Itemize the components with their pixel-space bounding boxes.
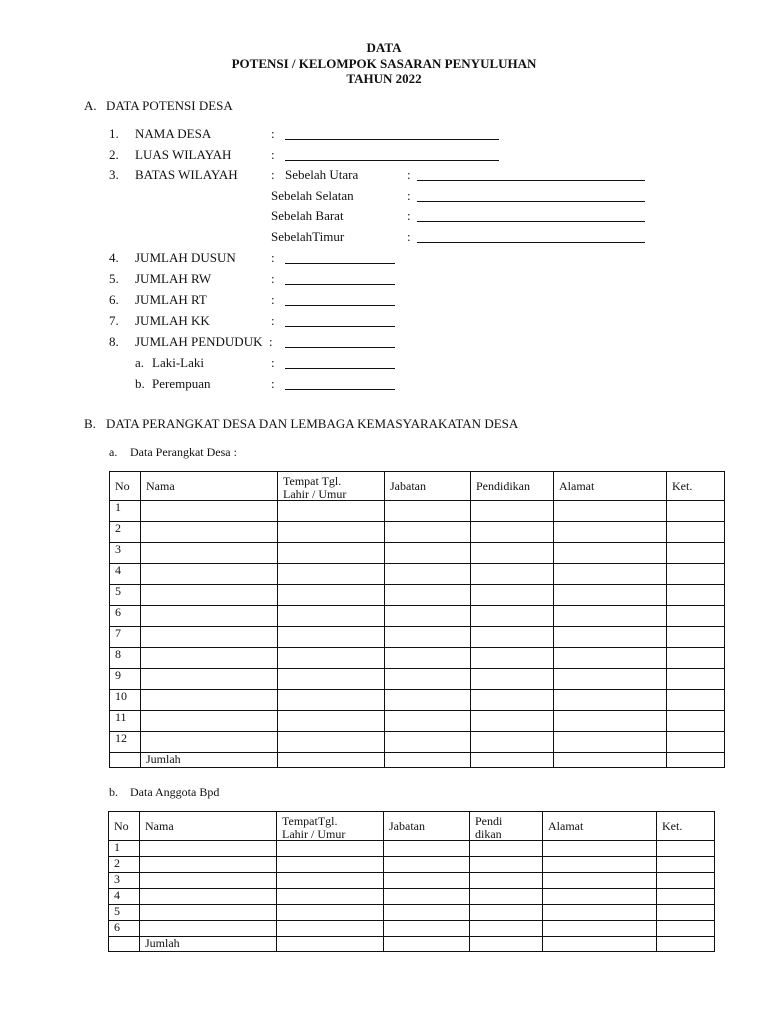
table-row	[110, 627, 725, 648]
table-cell[interactable]	[384, 937, 470, 952]
batas-utara-label: Sebelah Utara	[285, 167, 359, 182]
luas-wilayah-field[interactable]	[285, 160, 499, 161]
batas-utara-field[interactable]	[417, 180, 645, 181]
table-cell[interactable]	[385, 606, 471, 627]
table-cell[interactable]	[471, 585, 554, 606]
table-cell[interactable]	[667, 543, 725, 564]
table-cell[interactable]	[543, 937, 657, 952]
table-cell[interactable]	[278, 648, 385, 669]
total-label: Jumlah	[140, 937, 277, 952]
table-cell[interactable]	[554, 501, 667, 522]
row-number: 7	[110, 627, 141, 648]
header-jabatan: Jabatan	[384, 812, 470, 841]
table-cell[interactable]	[471, 711, 554, 732]
anggota-bpd-table	[108, 811, 715, 952]
table-cell[interactable]	[657, 889, 715, 905]
table-cell[interactable]	[471, 627, 554, 648]
section-a-title: DATA POTENSI DESA	[106, 98, 233, 113]
table-cell[interactable]	[277, 921, 384, 937]
row-number: 11	[110, 711, 141, 732]
colon: :	[271, 355, 275, 370]
colon: :	[271, 271, 275, 286]
table-cell[interactable]	[657, 841, 715, 857]
header-tempat-tgl-line2: Lahir / Umur	[283, 486, 347, 501]
table-cell[interactable]	[384, 921, 470, 937]
table-cell[interactable]	[657, 857, 715, 873]
header-tempat-tgl-line1: TempatTgl.	[282, 814, 338, 828]
table-cell[interactable]	[385, 543, 471, 564]
row-number: 8	[110, 648, 141, 669]
table-cell[interactable]	[667, 606, 725, 627]
item-number: 8.	[109, 334, 119, 349]
table-row	[110, 711, 725, 732]
table-cell[interactable]	[543, 841, 657, 857]
row-number: 1	[109, 841, 140, 857]
table-cell[interactable]	[278, 543, 385, 564]
header-nama: Nama	[140, 812, 277, 841]
jumlah-penduduk-field[interactable]	[285, 347, 395, 348]
table-cell[interactable]	[277, 905, 384, 921]
header-no: No	[110, 472, 141, 501]
table-cell[interactable]	[554, 543, 667, 564]
section-b-title: DATA PERANGKAT DESA DAN LEMBAGA KEMASYARAKATAN DESA	[106, 416, 519, 431]
colon: :	[271, 147, 275, 162]
colon: :	[271, 292, 275, 307]
table-cell[interactable]	[471, 522, 554, 543]
table-cell[interactable]	[278, 585, 385, 606]
item-number: 2.	[109, 147, 119, 162]
table-cell[interactable]	[141, 732, 278, 753]
table-cell[interactable]	[385, 669, 471, 690]
table-cell[interactable]	[667, 690, 725, 711]
table-cell[interactable]	[554, 711, 667, 732]
section-a-letter: A.	[84, 98, 97, 113]
row-number: 1	[110, 501, 141, 522]
table-row	[109, 921, 715, 937]
item-label-jumlah-penduduk: JUMLAH PENDUDUK	[135, 334, 263, 349]
colon: :	[407, 167, 411, 182]
table-cell[interactable]	[278, 753, 385, 768]
table-cell[interactable]	[277, 873, 384, 889]
table-cell[interactable]	[141, 690, 278, 711]
colon: :	[271, 250, 275, 265]
table-cell[interactable]	[470, 889, 543, 905]
row-number: 4	[109, 889, 140, 905]
table-cell[interactable]	[385, 564, 471, 585]
table-cell[interactable]	[667, 501, 725, 522]
table-cell[interactable]	[470, 857, 543, 873]
table-cell[interactable]	[554, 627, 667, 648]
row-number: 5	[109, 905, 140, 921]
document-subtitle: POTENSI / KELOMPOK SASARAN PENYULUHAN	[231, 56, 537, 71]
table-cell[interactable]	[384, 841, 470, 857]
header-tempat-tgl	[278, 472, 385, 501]
item-number: 1.	[109, 126, 119, 141]
table-cell[interactable]	[471, 648, 554, 669]
table-row	[110, 501, 725, 522]
table-cell[interactable]	[554, 585, 667, 606]
table-row	[110, 669, 725, 690]
table-cell[interactable]	[140, 905, 277, 921]
row-number: 3	[110, 543, 141, 564]
table-cell[interactable]	[657, 905, 715, 921]
table-row	[109, 841, 715, 857]
row-number: 2	[110, 522, 141, 543]
table-cell[interactable]	[470, 905, 543, 921]
table-cell[interactable]	[140, 889, 277, 905]
table-cell[interactable]	[385, 585, 471, 606]
table-cell	[109, 937, 140, 952]
table-cell[interactable]	[667, 711, 725, 732]
row-number: 9	[110, 669, 141, 690]
jumlah-rt-field[interactable]	[285, 305, 395, 306]
table-row	[109, 889, 715, 905]
table-cell[interactable]	[667, 753, 725, 768]
table-cell[interactable]	[554, 564, 667, 585]
table1-caption: Data Perangkat Desa :	[130, 445, 237, 459]
table-cell[interactable]	[667, 585, 725, 606]
table-cell[interactable]	[384, 905, 470, 921]
table-row	[110, 732, 725, 753]
table-cell[interactable]	[278, 501, 385, 522]
header-tempat-tgl-line1: Tempat Tgl.	[283, 474, 342, 488]
header-alamat: Alamat	[554, 472, 667, 501]
table-total-row	[110, 753, 725, 768]
colon: :	[271, 126, 275, 141]
table-cell[interactable]	[278, 564, 385, 585]
table-row	[110, 690, 725, 711]
table-cell[interactable]	[141, 564, 278, 585]
header-ket: Ket.	[657, 812, 715, 841]
table-cell[interactable]	[277, 889, 384, 905]
table-cell[interactable]	[543, 921, 657, 937]
item-label-jumlah-rt: JUMLAH RT	[135, 292, 207, 307]
total-label: Jumlah	[141, 753, 278, 768]
item-label-jumlah-kk: JUMLAH KK	[135, 313, 210, 328]
table-cell[interactable]	[141, 648, 278, 669]
table-cell[interactable]	[471, 732, 554, 753]
table-cell[interactable]	[543, 905, 657, 921]
table1-caption-number: a.	[109, 445, 118, 459]
item-number: 7.	[109, 313, 119, 328]
table-cell[interactable]	[278, 732, 385, 753]
header-tempat-tgl	[277, 812, 384, 841]
table-cell[interactable]	[554, 732, 667, 753]
table-row	[109, 857, 715, 873]
table-cell[interactable]	[141, 606, 278, 627]
jumlah-dusun-field[interactable]	[285, 263, 395, 264]
table-cell[interactable]	[470, 841, 543, 857]
table-row	[110, 522, 725, 543]
section-b-letter: B.	[84, 416, 96, 431]
row-number: 6	[110, 606, 141, 627]
row-number: 12	[110, 732, 141, 753]
sub-item-number: b.	[135, 376, 145, 391]
sub-item-label-laki-laki: Laki-Laki	[152, 355, 204, 370]
table-cell[interactable]	[277, 937, 384, 952]
header-pendidikan-line1: Pendi	[475, 814, 503, 828]
colon: :	[407, 208, 411, 223]
table-cell[interactable]	[278, 669, 385, 690]
table-cell[interactable]	[141, 522, 278, 543]
header-alamat: Alamat	[543, 812, 657, 841]
table-cell[interactable]	[471, 669, 554, 690]
batas-timur-label: SebelahTimur	[271, 229, 345, 244]
table-cell[interactable]	[554, 606, 667, 627]
table-cell[interactable]	[141, 711, 278, 732]
table-cell[interactable]	[470, 921, 543, 937]
table-cell[interactable]	[277, 857, 384, 873]
table-cell[interactable]	[554, 522, 667, 543]
table-cell[interactable]	[470, 873, 543, 889]
table-cell[interactable]	[667, 648, 725, 669]
sub-item-label-perempuan: Perempuan	[152, 376, 211, 391]
nama-desa-field[interactable]	[285, 139, 499, 140]
table-row	[109, 873, 715, 889]
colon: :	[269, 334, 273, 349]
table-cell[interactable]	[471, 690, 554, 711]
table-cell[interactable]	[471, 501, 554, 522]
table-cell[interactable]	[278, 606, 385, 627]
table-cell[interactable]	[657, 873, 715, 889]
table-cell[interactable]	[278, 690, 385, 711]
header-pendidikan	[470, 812, 543, 841]
jumlah-kk-field[interactable]	[285, 326, 395, 327]
item-label-jumlah-rw: JUMLAH RW	[135, 271, 212, 286]
colon: :	[271, 376, 275, 391]
item-number: 3.	[109, 167, 119, 182]
table-cell[interactable]	[471, 753, 554, 768]
item-number: 6.	[109, 292, 119, 307]
table-cell[interactable]	[470, 937, 543, 952]
table-row	[110, 585, 725, 606]
table-cell[interactable]	[384, 889, 470, 905]
table-cell[interactable]	[385, 627, 471, 648]
item-number: 4.	[109, 250, 119, 265]
row-number: 3	[109, 873, 140, 889]
table-cell[interactable]	[667, 564, 725, 585]
row-number: 2	[109, 857, 140, 873]
table-cell[interactable]	[141, 627, 278, 648]
table-row	[110, 648, 725, 669]
table-cell[interactable]	[140, 921, 277, 937]
table-total-row	[109, 937, 715, 952]
table2-caption: Data Anggota Bpd	[130, 785, 220, 799]
table-cell[interactable]	[384, 873, 470, 889]
table-cell[interactable]	[543, 857, 657, 873]
item-label-nama-desa: NAMA DESA	[135, 126, 212, 141]
table-cell[interactable]	[385, 753, 471, 768]
table-cell[interactable]	[140, 841, 277, 857]
table-cell[interactable]	[141, 543, 278, 564]
table-cell[interactable]	[278, 627, 385, 648]
batas-barat-label: Sebelah Barat	[271, 208, 344, 223]
table-cell[interactable]	[385, 711, 471, 732]
header-no: No	[109, 812, 140, 841]
table-cell[interactable]	[471, 564, 554, 585]
table-cell[interactable]	[277, 841, 384, 857]
table-cell[interactable]	[657, 921, 715, 937]
item-label-batas-wilayah: BATAS WILAYAH	[135, 167, 238, 182]
table-row	[110, 564, 725, 585]
table-cell[interactable]	[667, 732, 725, 753]
table-cell[interactable]	[141, 501, 278, 522]
colon: :	[271, 167, 275, 182]
table-cell[interactable]	[554, 753, 667, 768]
table-cell[interactable]	[278, 711, 385, 732]
header-tempat-tgl-line2: Lahir / Umur	[282, 826, 346, 841]
perangkat-desa-table	[109, 471, 725, 768]
row-number: 10	[110, 690, 141, 711]
table-cell[interactable]	[543, 873, 657, 889]
jumlah-rw-field[interactable]	[285, 284, 395, 285]
batas-barat-field[interactable]	[417, 221, 645, 222]
batas-timur-field[interactable]	[417, 242, 645, 243]
batas-selatan-field[interactable]	[417, 201, 645, 202]
sub-item-number: a.	[135, 355, 145, 370]
table-cell[interactable]	[471, 606, 554, 627]
table-cell[interactable]	[141, 669, 278, 690]
row-number: 5	[110, 585, 141, 606]
table-cell[interactable]	[385, 690, 471, 711]
laki-laki-field[interactable]	[285, 368, 395, 369]
header-jabatan: Jabatan	[385, 472, 471, 501]
header-ket: Ket.	[667, 472, 725, 501]
table-header-row	[109, 812, 715, 841]
table-cell[interactable]	[385, 501, 471, 522]
item-number: 5.	[109, 271, 119, 286]
header-pendidikan-line2: dikan	[475, 826, 502, 841]
table-cell	[110, 753, 141, 768]
table-cell[interactable]	[667, 669, 725, 690]
table-cell[interactable]	[554, 690, 667, 711]
row-number: 4	[110, 564, 141, 585]
item-label-luas-wilayah: LUAS WILAYAH	[135, 147, 232, 162]
table-cell[interactable]	[657, 937, 715, 952]
table-row	[110, 606, 725, 627]
table-row	[109, 905, 715, 921]
table-cell[interactable]	[278, 522, 385, 543]
batas-selatan-label: Sebelah Selatan	[271, 188, 354, 203]
colon: :	[271, 313, 275, 328]
table-row	[110, 543, 725, 564]
table-cell[interactable]	[667, 522, 725, 543]
table-cell[interactable]	[385, 522, 471, 543]
perempuan-field[interactable]	[285, 389, 395, 390]
item-label-jumlah-dusun: JUMLAH DUSUN	[135, 250, 236, 265]
document-year: TAHUN 2022	[346, 71, 422, 86]
table-cell[interactable]	[554, 669, 667, 690]
colon: :	[407, 229, 411, 244]
header-nama: Nama	[141, 472, 278, 501]
table-cell[interactable]	[140, 873, 277, 889]
table-cell[interactable]	[140, 857, 277, 873]
table-cell[interactable]	[543, 889, 657, 905]
table-cell[interactable]	[667, 627, 725, 648]
document-title: DATA	[366, 40, 402, 55]
table-cell[interactable]	[141, 585, 278, 606]
table-header-row	[110, 472, 725, 501]
header-pendidikan: Pendidikan	[471, 472, 554, 501]
colon: :	[407, 188, 411, 203]
table-cell[interactable]	[554, 648, 667, 669]
row-number: 6	[109, 921, 140, 937]
table-cell[interactable]	[385, 732, 471, 753]
table-cell[interactable]	[384, 857, 470, 873]
table2-caption-number: b.	[109, 785, 118, 799]
table-cell[interactable]	[385, 648, 471, 669]
table-cell[interactable]	[471, 543, 554, 564]
